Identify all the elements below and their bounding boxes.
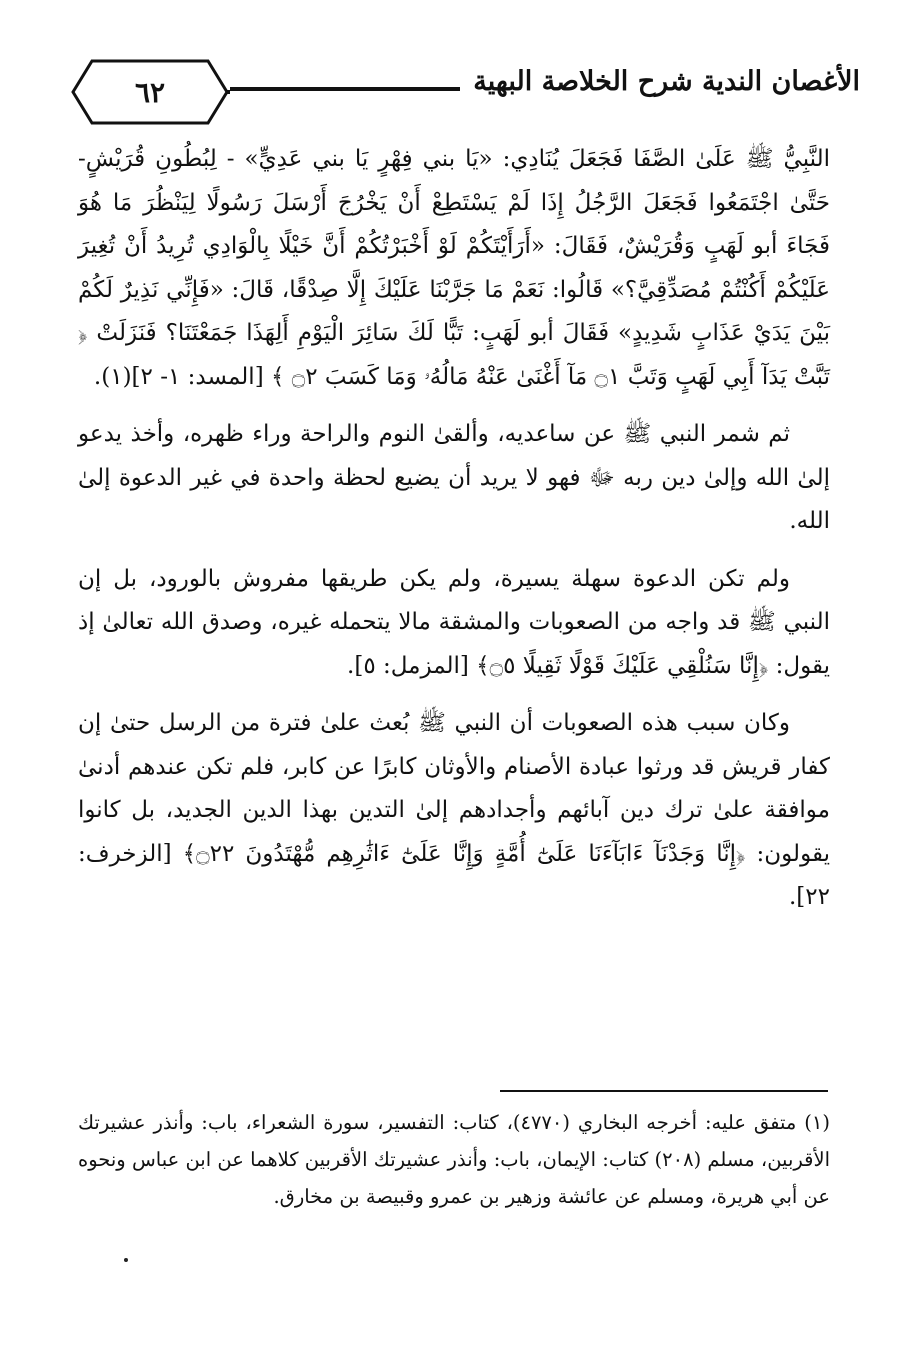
page-header bbox=[70, 58, 860, 128]
footnote-divider bbox=[500, 1090, 828, 1092]
header-rule bbox=[230, 87, 460, 91]
paragraph: وكان سبب هذه الصعوبات أن النبي ﷺ بُعث علىٰ فترة من الرسل حتىٰ إن كفار قريش قد ورثوا عبادة الأصنام والأوثان كابرًا عن كابر، فلم تكن عندهم أدنىٰ موافقة علىٰ ترك دين آبائهم وأجدادهم إلىٰ التدين بهذا الدين الجديد، بل كانوا يقولون: ﴿إِنَّا وَجَدْنَآ ءَابَآءَنَا عَلَىٰٓ أُمَّةٍ وَإِنَّا عَلَىٰٓ ءَاثَٰرِهِم مُّهْتَدُونَ ۝٢٢﴾ [الزخرف: ٢٢]. bbox=[78, 710, 830, 910]
stray-mark bbox=[124, 1258, 128, 1262]
page-number: ٦٢ bbox=[134, 75, 166, 109]
footnote-lead: (١) متفق عليه: bbox=[704, 1111, 830, 1134]
footnote-1 bbox=[78, 1104, 830, 1215]
footnotes bbox=[78, 1104, 830, 1215]
page-number-badge bbox=[70, 58, 230, 126]
paragraph-continued: النَّبِيُّ ﷺ عَلَىٰ الصَّفَا فَجَعَلَ يُنَادِي: «يَا بني فِهْرٍ يَا بني عَدِيٍّ» - لِبُطُونِ قُرَيْشٍ- حَتَّىٰ اجْتَمَعُوا فَجَعَلَ الرَّجُلُ إِذَا لَمْ يَسْتَطِعْ أَنْ يَخْرُجَ أَرْسَلَ رَسُولًا لِيَنْظُرَ مَا هُوَ فَجَاءَ أبو لَهَبٍ وَقُرَيْشٌ، فَقَالَ: «أَرَأَيْتَكُمْ لَوْ أَخْبَرْتُكُمْ أَنَّ خَيْلًا بِالْوَادِي تُرِيدُ أَنْ تُغِيرَ عَلَيْكُمْ أَكُنْتُمْ مُصَدِّقِيَّ؟» قَالُوا: نَعَمْ مَا جَرَّبْنَا عَلَيْكَ إِلَّا صِدْقًا، قَالَ: «فَإِنِّي نَذِيرٌ لَكُمْ بَيْنَ يَدَيْ عَذَابٍ شَدِيدٍ» فَقَالَ أبو لَهَبٍ: تَبًّا لَكَ سَائِرَ الْيَوْمِ أَلِهَذَا جَمَعْتَنَا؟ فَنَزَلَتْ ﴿ تَبَّتْ يَدَآ أَبِي لَهَبٍ وَتَبَّ ۝١ مَآ أَغْنَىٰ عَنْهُ مَالُهُۥ وَمَا كَسَبَ ۝٢ ﴾ [المسد: ١- ٢](١). bbox=[78, 146, 830, 390]
footnote-text: أخرجه البخاري (٤٧٧٠)، كتاب: التفسير، سورة الشعراء، باب: وأنذر عشيرتك الأقربين، مسلم (٢٠٨) كتاب: الإيمان، باب: وأنذر عشيرتك الأقربين كلاهما عن ابن عباس ونحوه عن أبي هريرة، ومسلم عن عائشة وزهير بن عمرو وقبيصة بن مخارق. bbox=[78, 1111, 830, 1208]
paragraph: ولم تكن الدعوة سهلة يسيرة، ولم يكن طريقها مفروش بالورود، بل إن النبي ﷺ قد واجه من الصعوبات والمشقة مالا يتحمله غيره، وصدق الله تعالىٰ إذ يقول: ﴿إِنَّا سَنُلْقِي عَلَيْكَ قَوْلًا ثَقِيلًا ۝٥﴾ [المزمل: ٥]. bbox=[78, 565, 830, 679]
paragraph: ثم شمر النبي ﷺ عن ساعديه، وألقىٰ النوم والراحة وراء ظهره، وأخذ يدعو إلىٰ الله وإلىٰ دين ربه ﷻ فهو لا يريد أن يضيع لحظة واحدة في غير الدعوة إلىٰ الله. bbox=[78, 421, 830, 534]
book-title: الأغصان الندية شرح الخلاصة البهية bbox=[473, 66, 860, 97]
main-text bbox=[78, 138, 830, 934]
